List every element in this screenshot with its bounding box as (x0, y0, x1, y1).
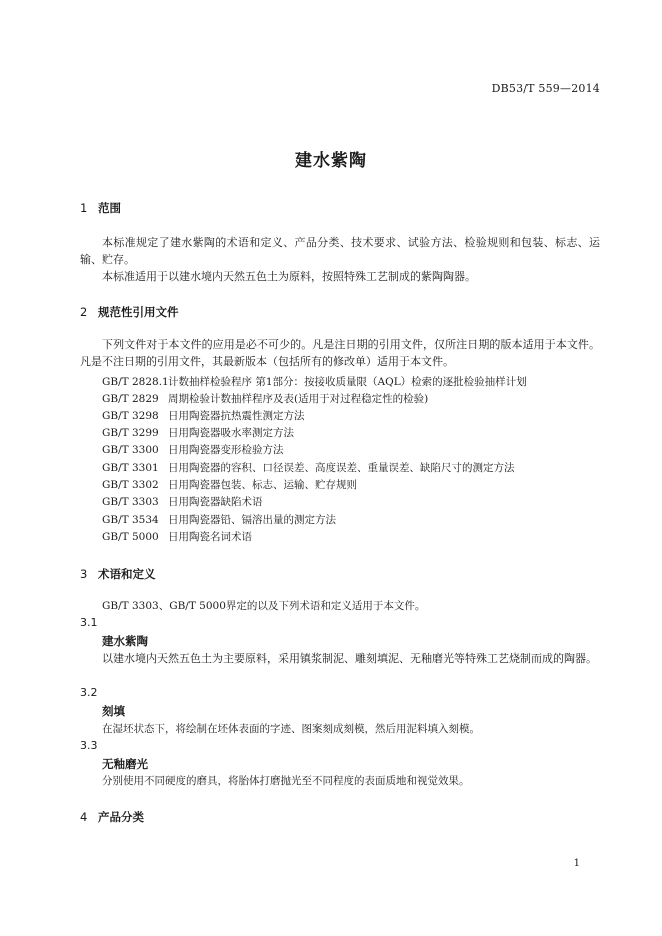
reference-code: GB/T 2828.1 (102, 376, 169, 388)
reference-code: GB/T 3534 (102, 514, 159, 526)
reference-code: GB/T 3298 (102, 410, 159, 422)
term-name: 刻填 (102, 704, 125, 718)
section-number: 3 (80, 567, 88, 581)
normative-intro: 下列文件对于本文件的应用是必不可少的。凡是注日期的引用文件，仅所注日期的版本适用于本文件。凡是不注日期的引用文件，其最新版本（包括所有的修改单）适用于本文件。 (80, 338, 600, 368)
scope-paragraph-1: 本标准规定了建水紫陶的术语和定义、产品分类、技术要求、试验方法、检验规则和包装、标志、运输、贮存。 (80, 236, 600, 266)
section-title: 范围 (98, 201, 121, 215)
reference-code: GB/T 3302 (102, 479, 159, 491)
reference-code: GB/T 3301 (102, 462, 159, 474)
section-number: 1 (80, 201, 88, 215)
reference-title: 日用陶瓷器吸水率测定方法 (168, 427, 294, 439)
reference-title: 日用陶瓷器变形检验方法 (168, 444, 284, 456)
reference-title: 日用陶瓷名词术语 (168, 531, 252, 543)
term-number: 3.3 (80, 739, 98, 752)
reference-item (102, 512, 336, 527)
term-definition: 分别使用不同硬度的磨具，将胎体打磨抛光至不同程度的表面质地和视觉效果。 (102, 775, 470, 787)
reference-code: GB/T 5000 (102, 531, 159, 543)
reference-code: GB/T 2829 (102, 393, 159, 405)
section-title: 规范性引用文件 (98, 305, 179, 319)
reference-item (102, 425, 294, 440)
scope-paragraph-2: 本标准适用于以建水境内天然五色土为原料，按照特殊工艺制成的紫陶陶器。 (102, 270, 476, 283)
reference-item (102, 408, 305, 423)
reference-title: 日用陶瓷器包装、标志、运输、贮存规则 (168, 479, 357, 491)
section-title: 术语和定义 (98, 567, 156, 581)
section-heading-classification (80, 809, 144, 825)
reference-title: 日用陶瓷器铅、镉溶出量的测定方法 (168, 514, 336, 526)
reference-item (102, 442, 284, 457)
page-number: 1 (573, 858, 580, 869)
reference-item (102, 477, 357, 492)
reference-code: GB/T 3303 (102, 496, 159, 508)
reference-item (102, 529, 252, 544)
section-heading-scope (80, 200, 121, 216)
reference-item (102, 391, 428, 406)
term-name: 无釉磨光 (102, 757, 148, 771)
section-number: 4 (80, 810, 88, 824)
document-id: DB53/T 559—2014 (491, 82, 600, 95)
reference-title: 日用陶瓷器缺陷术语 (168, 496, 263, 508)
terms-intro: GB/T 3303、GB/T 5000界定的以及下列术语和定义适用于本文件。 (102, 600, 426, 612)
reference-code: GB/T 3299 (102, 427, 159, 439)
term-name: 建水紫陶 (102, 634, 148, 648)
term-number: 3.1 (80, 616, 98, 629)
section-number: 2 (80, 305, 88, 319)
term-number: 3.2 (80, 686, 98, 699)
section-heading-terms (80, 566, 156, 582)
term-definition: 以建水境内天然五色土为主要原料，采用镇浆制泥、雕刻填泥、无釉磨光等特殊工艺烧制而成的陶器。 (102, 652, 597, 665)
reference-code: GB/T 3300 (102, 444, 159, 456)
reference-item (102, 374, 527, 389)
reference-title: 周期检验计数抽样程序及表(适用于对过程稳定性的检验) (168, 393, 429, 405)
reference-item (102, 494, 263, 509)
reference-title: 日用陶瓷器抗热震性测定方法 (168, 410, 305, 422)
reference-item (102, 460, 515, 475)
document-title: 建水紫陶 (295, 151, 367, 171)
term-definition: 在湿坯状态下，将绘制在坯体表面的字迹、图案刻成刻模，然后用泥料填入刻模。 (102, 723, 480, 735)
reference-title: 计数抽样检验程序 第1部分：按接收质量限（AQL）检索的逐批检验抽样计划 (168, 376, 527, 388)
reference-title: 日用陶瓷器的容积、口径误差、高度误差、重量误差、缺陷尺寸的测定方法 (168, 462, 515, 474)
section-title: 产品分类 (98, 810, 144, 824)
section-heading-normative (80, 304, 179, 320)
